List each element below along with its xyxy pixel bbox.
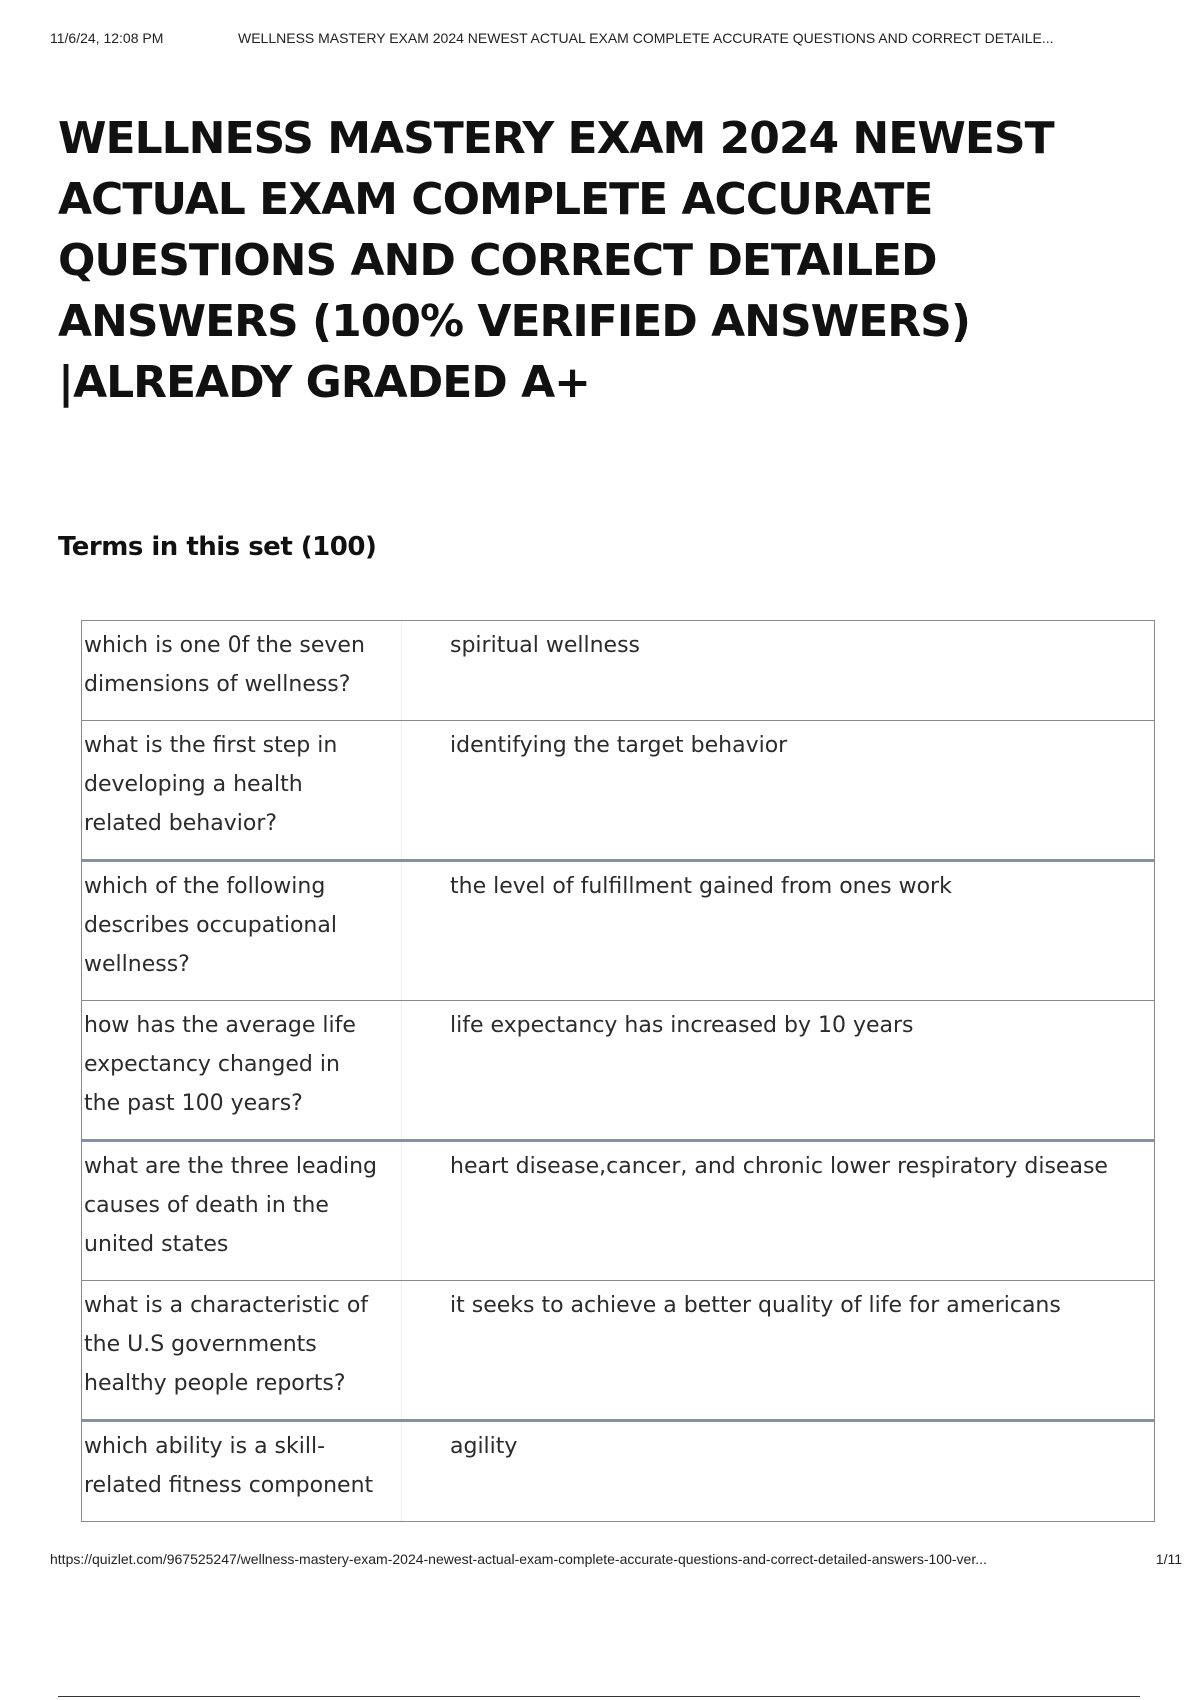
term-answer: life expectancy has increased by 10 years [450,1013,914,1038]
page-number: 1/11 [1155,1551,1182,1567]
term-question: which of the following describes occupational wellness? [82,862,402,1000]
page-divider [58,1696,1140,1697]
terms-heading: Terms in this set (100) [58,532,377,562]
term-row [82,1280,1154,1419]
term-question: which is one 0f the seven dimensions of wellness? [82,621,402,720]
term-question: what are the three leading causes of death in the united states [82,1142,402,1280]
print-datetime: 11/6/24, 12:08 PM [50,30,164,46]
term-question: what is a characteristic of the U.S governments healthy people reports? [82,1281,402,1419]
term-answer: agility [450,1434,518,1459]
print-header [50,30,1182,46]
term-row [82,720,1154,859]
term-row [82,1000,1154,1139]
term-row [82,1419,1154,1521]
term-answer: it seeks to achieve a better quality of life for americans [450,1293,1061,1318]
term-answer: spiritual wellness [450,633,641,658]
term-question: what is the first step in developing a health related behavior? [82,721,402,859]
term-answer: identifying the target behavior [450,733,788,758]
term-answer: heart disease,cancer, and chronic lower respiratory disease [450,1154,1108,1179]
print-header-title: WELLNESS MASTERY EXAM 2024 NEWEST ACTUAL EXAM COMPLETE ACCURATE QUESTIONS AND CORRECT DETAILE... [238,30,1054,46]
term-row [82,859,1154,1000]
term-question: how has the average life expectancy changed in the past 100 years? [82,1001,402,1139]
print-footer [50,1551,1182,1567]
print-footer-url: https://quizlet.com/967525247/wellness-mastery-exam-2024-newest-actual-exam-complete-accurate-questions-and-correct-detailed-answers-100-ver... [50,1551,987,1567]
term-row [82,620,1154,720]
page-title: WELLNESS MASTERY EXAM 2024 NEWEST ACTUAL EXAM COMPLETE ACCURATE QUESTIONS AND CORRECT DETAILED ANSWERS (100% VERIFIED ANSWERS) |ALREADY GRADED A+ [58,113,1054,408]
term-question: which ability is a skill-related fitness component [82,1422,402,1521]
term-answer: the level of fulfillment gained from ones work [450,874,952,899]
term-row [82,1139,1154,1280]
terms-list [81,620,1155,1522]
